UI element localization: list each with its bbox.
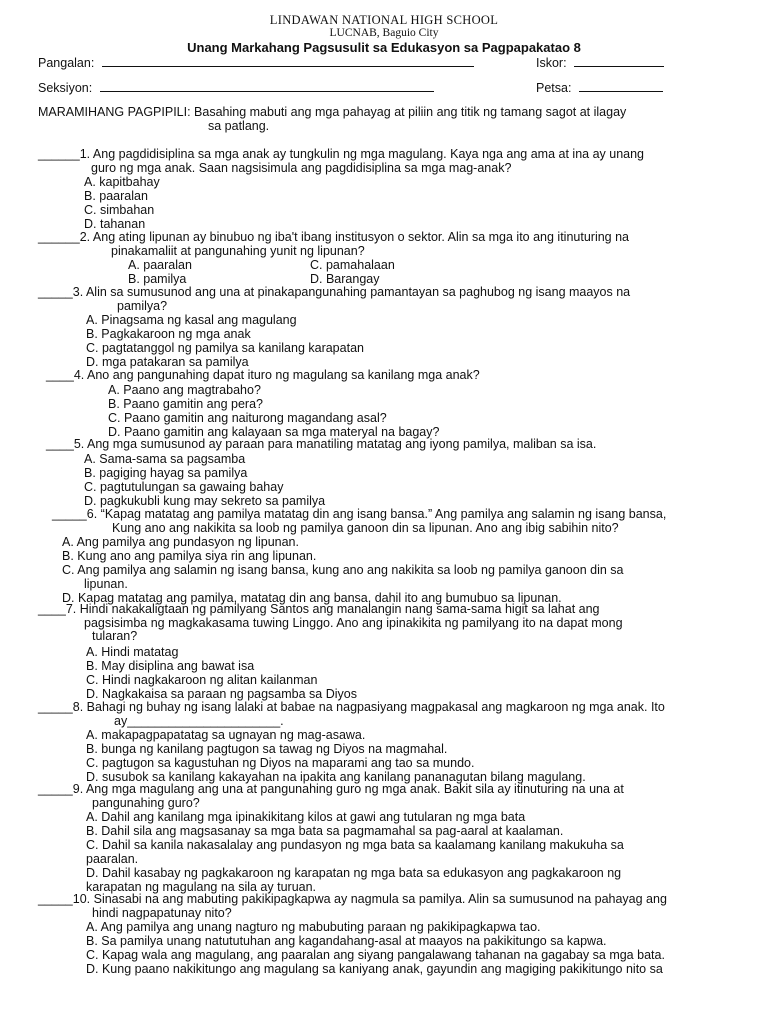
q7-option-a[interactable]: A. Hindi matatag xyxy=(86,645,179,659)
section-label: Seksiyon: xyxy=(38,81,93,95)
q3-option-a[interactable]: A. Pinagsama ng kasal ang magulang xyxy=(86,313,297,327)
question-text: 4. Ano ang pangunahing dapat ituro ng magulang sa kanilang mga anak? xyxy=(73,368,480,382)
question-10 xyxy=(38,893,738,920)
q10-option-a[interactable]: A. Ang pamilya ang unang nagturo ng mabubuting paraan ng pakikipagkapwa tao. xyxy=(86,920,541,934)
q2-option-c[interactable]: C. pamahalaan xyxy=(310,258,395,272)
q4-option-a[interactable]: A. Paano ang magtrabaho? xyxy=(108,383,261,397)
name-label: Pangalan: xyxy=(38,56,95,70)
answer-blank[interactable]: ____ xyxy=(38,602,66,616)
question-9-line-2: pangunahing guro? xyxy=(92,795,200,810)
q3-option-c[interactable]: C. pagtatanggol ng pamilya sa kanilang karapatan xyxy=(86,341,364,355)
score-label: Iskor: xyxy=(536,56,567,70)
question-9-line-1 xyxy=(38,783,738,797)
q9-option-d-cont: karapatan ng magulang na sila ay turuan. xyxy=(86,880,317,894)
q9-option-a[interactable]: A. Dahil ang kanilang mga ipinakikitang kilos at gawi ang tutularan ng mga bata xyxy=(86,810,526,824)
question-text: 9. Ang mga magulang ang una at pangunahing guro ng mga anak. Bakit sila ay itinuturing na una at xyxy=(72,782,624,796)
question-6 xyxy=(52,508,752,535)
question-text: 10. Sinasabi na ang mabuting pakikipagkapwa ay nagmula sa pamilya. Alin sa sumusunod na pahayag ang xyxy=(72,892,667,906)
q7-option-d[interactable]: D. Nagkakaisa sa paraan ng pagsamba sa Diyos xyxy=(86,687,357,701)
name-blank[interactable] xyxy=(102,55,474,67)
question-2-line-2: pinakamaliit at pangunahing yunit ng lipunan? xyxy=(111,243,365,258)
q8-option-a[interactable]: A. makapagpapatatag sa ugnayan ng mag-asawa. xyxy=(86,728,366,742)
answer-blank[interactable]: ______ xyxy=(38,230,80,244)
question-text: 8. Bahagi ng buhay ng isang lalaki at babae na nagpasiyang magpakasal ang magkaroon ng mga anak. Ito xyxy=(72,700,665,714)
question-text: 5. Ang mga sumusunod ay paraan para manatiling matatag ang iyong pamilya, maliban sa isa. xyxy=(73,437,597,451)
question-5-line-1 xyxy=(46,438,746,452)
question-8 xyxy=(38,701,738,728)
q3-option-b[interactable]: B. Pagkakaroon ng mga anak xyxy=(86,327,251,341)
q2-option-b[interactable]: B. pamilya xyxy=(128,272,187,286)
question-3 xyxy=(38,286,738,313)
question-6-line-2: Kung ano ang nakikita sa loob ng pamilya ganoon din sa lipunan. Ano ang ibig sabihin nito? xyxy=(112,520,619,535)
question-text: 7. Hindi nakakaligtaan ng pamilyang Santos ang manalangin nang sama-sama higit sa lahat ang xyxy=(65,602,600,616)
q7-option-c[interactable]: C. Hindi nagkakaroon ng alitan kailanman xyxy=(86,673,318,687)
question-4 xyxy=(46,369,746,383)
q3-option-d[interactable]: D. mga patakaran sa pamilya xyxy=(86,355,249,369)
q4-option-b[interactable]: B. Paano gamitin ang pera? xyxy=(108,397,263,411)
q8-option-b[interactable]: B. bunga ng kanilang pagtugon sa tawag ng Diyos na magmahal. xyxy=(86,742,448,756)
answer-blank[interactable]: _____ xyxy=(38,782,73,796)
q5-option-c[interactable]: C. pagtutulungan sa gawaing bahay xyxy=(84,480,284,494)
question-text: 1. Ang pagdidisiplina sa mga anak ay tungkulin ng mga magulang. Kaya nga ang ama at ina ay unang xyxy=(79,147,645,161)
question-3-line-2: pamilya? xyxy=(117,298,168,313)
question-8-line-2: ay______________________. xyxy=(114,713,284,728)
q6-option-d[interactable]: D. Kapag matatag ang pamilya, matatag din ang bansa, dahil ito ang bumubuo sa lipunan. xyxy=(62,591,562,605)
section-field xyxy=(38,80,434,95)
answer-blank[interactable]: _____ xyxy=(38,700,73,714)
q5-option-b[interactable]: B. pagiging hayag sa pamilya xyxy=(84,466,248,480)
question-7-line-1 xyxy=(38,603,738,617)
q1-option-b[interactable]: B. paaralan xyxy=(84,189,148,203)
score-field xyxy=(536,55,664,70)
question-1-line-1 xyxy=(38,148,738,162)
question-1 xyxy=(38,148,738,175)
q8-option-c[interactable]: C. pagtugon sa kagustuhan ng Diyos na maparami ang tao sa mundo. xyxy=(86,756,475,770)
answer-blank[interactable]: _____ xyxy=(52,507,87,521)
question-10-line-1 xyxy=(38,893,738,907)
q9-option-b[interactable]: B. Dahil sila ang magsasanay sa mga bata sa pagmamahal sa pag-aaral at kaalaman. xyxy=(86,824,564,838)
score-blank[interactable] xyxy=(574,55,664,67)
question-text: 6. “Kapag matatag ang pamilya matatag din ang isang bansa.” Ang pamilya ang salamin ng isang bansa, xyxy=(86,507,667,521)
q10-option-c[interactable]: C. Kapag wala ang magulang, ang paaralan ang siyang pangalawang tahanan na gagabay sa mga bata. xyxy=(86,948,665,962)
q6-option-c-cont: lipunan. xyxy=(84,577,128,591)
answer-blank[interactable]: ______ xyxy=(38,147,80,161)
q6-option-c[interactable]: C. Ang pamilya ang salamin ng isang bansa, kung ano ang nakikita sa loob ng pamilya ganoon din sa xyxy=(62,563,624,577)
question-2-line-1 xyxy=(38,231,738,245)
question-8-line-1 xyxy=(38,701,738,715)
q2-option-d[interactable]: D. Barangay xyxy=(310,272,380,286)
q9-option-c-cont: paaralan. xyxy=(86,852,139,866)
question-7-line-3: tularan? xyxy=(92,629,138,644)
q9-option-c[interactable]: C. Dahil sa kanila nakasalalay ang pundasyon ng mga bata sa kaalamang kanilang makukuha sa xyxy=(86,838,624,852)
question-9 xyxy=(38,783,738,810)
question-text: 3. Alin sa sumusunod ang una at pinakapangunahing pamantayan sa paghubog ng isang maayos na xyxy=(72,285,631,299)
question-7 xyxy=(38,603,738,644)
question-7-line-2: pagsisimba ng magkakasama tuwing Linggo. Ano ang ipinakikita ng pamilyang ito na dapat mong xyxy=(84,615,623,630)
question-4-line-1 xyxy=(46,369,746,383)
q1-option-a[interactable]: A. kapitbahay xyxy=(84,175,160,189)
q8-option-d[interactable]: D. susubok sa kanilang kakayahan na ipakita ang kanilang pananagutan bilang magulang. xyxy=(86,770,586,784)
question-2 xyxy=(38,231,738,258)
q10-option-b[interactable]: B. Sa pamilya unang natututuhan ang kagandahang-asal at maayos na pakikitungo sa kapwa. xyxy=(86,934,607,948)
question-1-line-2: guro ng mga anak. Saan nagsisimula ang pagdidisiplina sa mga mag-anak? xyxy=(91,160,512,175)
exam-title: Unang Markahang Pagsusulit sa Edukasyon sa Pagpapakatao 8 xyxy=(187,40,581,55)
q5-option-d[interactable]: D. pagkukubli kung may sekreto sa pamilya xyxy=(84,494,326,508)
q5-option-a[interactable]: A. Sama-sama sa pagsamba xyxy=(84,452,246,466)
instructions-line-2: sa patlang. xyxy=(208,119,270,133)
q4-option-d[interactable]: D. Paano gamitin ang kalayaan sa mga materyal na bagay? xyxy=(108,425,440,439)
answer-blank[interactable]: _____ xyxy=(38,892,73,906)
question-5 xyxy=(46,438,746,452)
date-blank[interactable] xyxy=(579,80,663,92)
question-text: 2. Ang ating lipunan ay binubuo ng iba't ibang institusyon o sektor. Alin sa mga ito ang itinuturing na xyxy=(79,230,630,244)
q4-option-c[interactable]: C. Paano gamitin ang naiturong magandang asal? xyxy=(108,411,387,425)
question-10-line-2: hindi nagpapatunay nito? xyxy=(92,905,232,920)
q9-option-d[interactable]: D. Dahil kasabay ng pagkakaroon ng karapatan ng mga bata sa edukasyon ang pagkakaroon ng xyxy=(86,866,622,880)
section-blank[interactable] xyxy=(100,80,434,92)
q2-option-a[interactable]: A. paaralan xyxy=(128,258,192,272)
instructions-line-1: MARAMIHANG PAGPIPILI: Basahing mabuti ang mga pahayag at piliin ang titik ng tamang sagot at ilagay xyxy=(38,105,627,119)
school-name: LINDAWAN NATIONAL HIGH SCHOOL xyxy=(269,13,499,27)
answer-blank[interactable]: ____ xyxy=(46,437,74,451)
q6-option-b[interactable]: B. Kung ano ang pamilya siya rin ang lipunan. xyxy=(62,549,317,563)
answer-blank[interactable]: _____ xyxy=(38,285,73,299)
date-label: Petsa: xyxy=(536,81,572,95)
name-field xyxy=(38,55,474,70)
q7-option-b[interactable]: B. May disiplina ang bawat isa xyxy=(86,659,255,673)
q1-option-c[interactable]: C. simbahan xyxy=(84,203,155,217)
q1-option-d[interactable]: D. tahanan xyxy=(84,217,146,231)
date-field xyxy=(536,80,663,95)
question-3-line-1 xyxy=(38,286,738,300)
question-6-line-1 xyxy=(52,508,752,522)
q10-option-d[interactable]: D. Kung paano nakikitungo ang magulang sa kaniyang anak, gayundin ang magiging pakikitungo nito sa xyxy=(86,962,663,976)
answer-blank[interactable]: ____ xyxy=(46,368,74,382)
school-location: LUCNAB, Baguio City xyxy=(329,27,439,39)
q6-option-a[interactable]: A. Ang pamilya ang pundasyon ng lipunan. xyxy=(62,535,299,549)
